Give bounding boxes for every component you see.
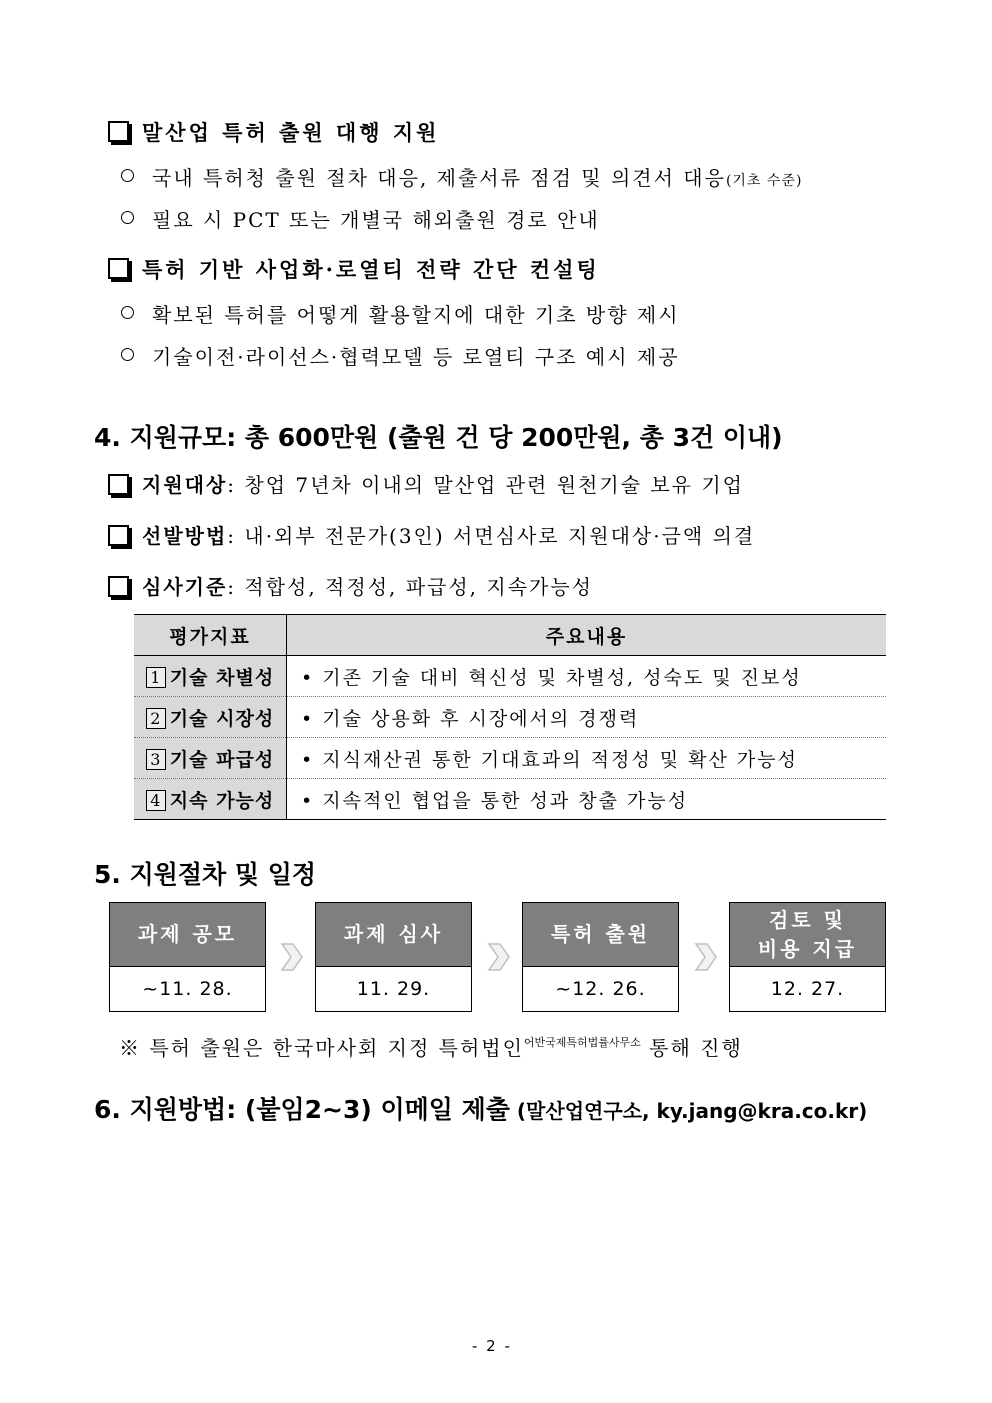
step-name-line2: 비용 지급 bbox=[757, 936, 858, 961]
section6-title bbox=[94, 1090, 867, 1126]
row-number: 2 bbox=[146, 708, 166, 729]
process-step-1 bbox=[109, 902, 266, 1012]
checkbox-square-icon bbox=[108, 121, 129, 142]
row-content-text: 지식재산권 통한 기대효과의 적정성 및 확산 가능성 bbox=[322, 748, 798, 771]
block1-item-2: 필요 시 PCT 또는 개별국 해외출원 경로 안내 bbox=[152, 208, 600, 232]
row-label-text: 기술 시장성 bbox=[169, 707, 275, 730]
section4-select bbox=[142, 520, 755, 549]
note-suffix: 통해 진행 bbox=[640, 1036, 743, 1060]
row-label-text: 기술 차별성 bbox=[169, 666, 275, 689]
table-row bbox=[134, 656, 886, 697]
section5-title: 5. 지원절차 및 일정 bbox=[94, 860, 317, 889]
row-content: • 기술 상용화 후 시장에서의 경쟁력 bbox=[287, 697, 887, 738]
process-step-2 bbox=[315, 902, 472, 1012]
header-content: 주요내용 bbox=[287, 615, 887, 656]
checkbox-square-icon bbox=[108, 258, 129, 279]
section6-title-main: 6. 지원방법: (붙임2~3) 이메일 제출 bbox=[94, 1095, 510, 1124]
arrow-right-icon bbox=[486, 940, 512, 974]
section4-title: 4. 지원규모: 총 600만원 (출원 건 당 200만원, 총 3건 이내) bbox=[94, 423, 783, 452]
note-prefix: ※ 특허 출원은 한국마사회 지정 특허법인 bbox=[119, 1036, 524, 1060]
block1-item-1 bbox=[152, 162, 802, 191]
row-content-text: 지속적인 협업을 통한 성과 창출 가능성 bbox=[322, 789, 689, 812]
row-content-text: 기술 상용화 후 시장에서의 경쟁력 bbox=[322, 707, 640, 730]
row-label-text: 지속 가능성 bbox=[169, 789, 275, 812]
row-content-text: 기존 기술 대비 혁신성 및 차별성, 성숙도 및 진보성 bbox=[322, 666, 802, 689]
row-label bbox=[134, 779, 287, 820]
step-date: ~12. 26. bbox=[523, 966, 678, 1011]
circle-bullet-icon bbox=[121, 211, 134, 224]
note-sup: 어반국제특허법률사무소 bbox=[523, 1036, 641, 1049]
row-label bbox=[134, 697, 287, 738]
row-label bbox=[134, 656, 287, 697]
step-name bbox=[730, 903, 885, 966]
row-number: 1 bbox=[146, 667, 166, 688]
section4-target-label: 지원대상 bbox=[142, 473, 228, 497]
checkbox-square-icon bbox=[108, 576, 129, 597]
header-indicator: 평가지표 bbox=[134, 615, 287, 656]
step-date: 12. 27. bbox=[730, 966, 885, 1011]
section4-select-text: : 내·외부 전문가(3인) 서면심사로 지원대상·금액 의결 bbox=[227, 524, 756, 548]
section4-target-text: : 창업 7년차 이내의 말산업 관련 원천기술 보유 기업 bbox=[227, 473, 745, 497]
table-row bbox=[134, 738, 886, 779]
row-content: • 지속적인 협업을 통한 성과 창출 가능성 bbox=[287, 779, 887, 820]
row-label bbox=[134, 738, 287, 779]
row-content: • 지식재산권 통한 기대효과의 적정성 및 확산 가능성 bbox=[287, 738, 887, 779]
criteria-table bbox=[134, 614, 886, 820]
step-date: 11. 29. bbox=[316, 966, 471, 1011]
block1-item-1-text: 국내 특허청 출원 절차 대응, 제출서류 점검 및 의견서 대응 bbox=[152, 166, 726, 190]
row-number: 3 bbox=[146, 749, 166, 770]
section4-criteria bbox=[142, 571, 593, 600]
section4-target bbox=[142, 469, 744, 498]
table-row bbox=[134, 779, 886, 820]
section5-note bbox=[119, 1032, 743, 1061]
block1-item-1-note: (기초 수준) bbox=[725, 173, 803, 189]
row-content: • 기존 기술 대비 혁신성 및 차별성, 성숙도 및 진보성 bbox=[287, 656, 887, 697]
row-number: 4 bbox=[146, 790, 166, 811]
step-name: 과제 심사 bbox=[316, 903, 471, 966]
page-number: - 2 - bbox=[472, 1337, 512, 1355]
section4-select-label: 선발방법 bbox=[142, 524, 228, 548]
block2-item-1: 확보된 특허를 어떻게 활용할지에 대한 기초 방향 제시 bbox=[152, 303, 680, 327]
block2-heading: 특허 기반 사업화·로열티 전략 간단 컨설팅 bbox=[142, 257, 600, 282]
criteria-table-header bbox=[134, 615, 886, 656]
block2-item-2: 기술이전·라이선스·협력모델 등 로열티 구조 예시 제공 bbox=[152, 345, 680, 369]
row-label-text: 기술 파급성 bbox=[169, 748, 275, 771]
arrow-right-icon bbox=[693, 940, 719, 974]
arrow-right-icon bbox=[279, 940, 305, 974]
section4-criteria-label: 심사기준 bbox=[142, 575, 228, 599]
section6-title-sub: (말산업연구소, ky.jang@kra.co.kr) bbox=[509, 1099, 868, 1123]
circle-bullet-icon bbox=[121, 169, 134, 182]
step-name-line1: 검토 및 bbox=[769, 907, 846, 932]
step-name: 특허 출원 bbox=[523, 903, 678, 966]
checkbox-square-icon bbox=[108, 525, 129, 546]
process-step-3 bbox=[522, 902, 679, 1012]
section4-criteria-text: : 적합성, 적정성, 파급성, 지속가능성 bbox=[227, 575, 594, 599]
step-name: 과제 공모 bbox=[110, 903, 265, 966]
circle-bullet-icon bbox=[121, 306, 134, 319]
circle-bullet-icon bbox=[121, 348, 134, 361]
block1-heading: 말산업 특허 출원 대행 지원 bbox=[142, 120, 440, 145]
process-step-4 bbox=[729, 902, 886, 1012]
step-date: ~11. 28. bbox=[110, 966, 265, 1011]
table-row bbox=[134, 697, 886, 738]
checkbox-square-icon bbox=[108, 474, 129, 495]
